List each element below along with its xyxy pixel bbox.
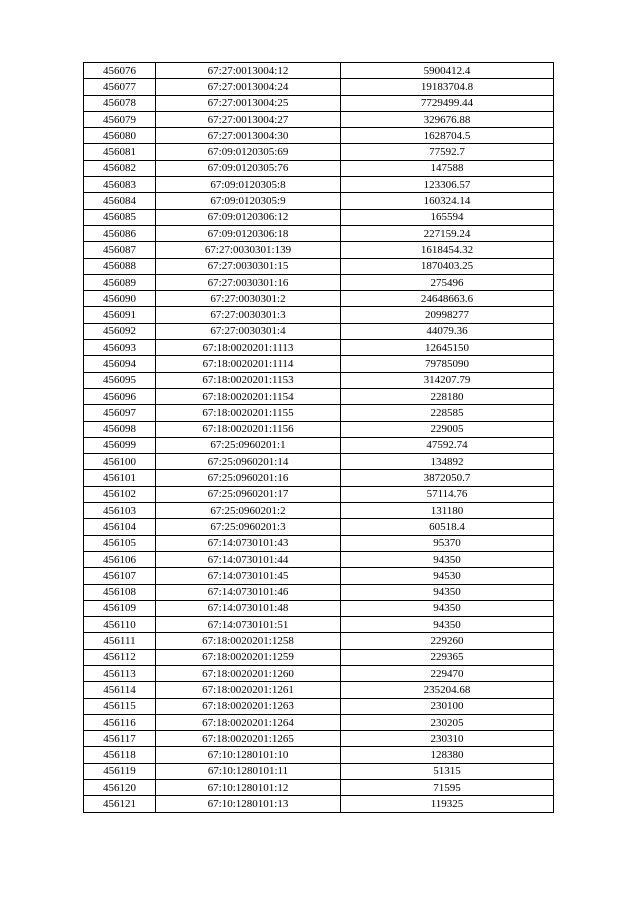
cadastral-number-cell: 67:27:0030301:139 (156, 242, 341, 258)
row-number-cell: 456093 (84, 340, 156, 356)
cadastral-value-cell: 235204.68 (341, 682, 554, 698)
table-row (84, 698, 554, 714)
cadastral-value-cell: 227159.24 (341, 225, 554, 241)
row-number-cell: 456085 (84, 209, 156, 225)
table-row (84, 63, 554, 79)
table-row (84, 600, 554, 616)
cadastral-value-cell: 230205 (341, 714, 554, 730)
cadastral-value-cell: 329676.88 (341, 111, 554, 127)
cadastral-value-cell: 134892 (341, 454, 554, 470)
cadastral-value-cell: 229005 (341, 421, 554, 437)
cadastral-number-cell: 67:18:0020201:1265 (156, 731, 341, 747)
row-number-cell: 456076 (84, 63, 156, 79)
row-number-cell: 456105 (84, 535, 156, 551)
cadastral-number-cell: 67:18:0020201:1259 (156, 649, 341, 665)
cadastral-number-cell: 67:18:0020201:1263 (156, 698, 341, 714)
table-row (84, 225, 554, 241)
row-number-cell: 456091 (84, 307, 156, 323)
cadastral-number-cell: 67:25:0960201:1 (156, 437, 341, 453)
table-row (84, 372, 554, 388)
table-row (84, 617, 554, 633)
row-number-cell: 456097 (84, 405, 156, 421)
row-number-cell: 456101 (84, 470, 156, 486)
cadastral-value-cell: 94350 (341, 551, 554, 567)
table-row (84, 486, 554, 502)
cadastral-value-cell: 229260 (341, 633, 554, 649)
table-row (84, 503, 554, 519)
row-number-cell: 456099 (84, 437, 156, 453)
row-number-cell: 456077 (84, 79, 156, 95)
row-number-cell: 456082 (84, 160, 156, 176)
cadastral-number-cell: 67:27:0013004:12 (156, 63, 341, 79)
cadastral-value-cell: 147588 (341, 160, 554, 176)
cadastral-number-cell: 67:14:0730101:48 (156, 600, 341, 616)
cadastral-number-cell: 67:27:0030301:4 (156, 323, 341, 339)
row-number-cell: 456120 (84, 780, 156, 796)
row-number-cell: 456098 (84, 421, 156, 437)
table-row (84, 405, 554, 421)
cadastral-number-cell: 67:25:0960201:2 (156, 503, 341, 519)
cadastral-value-cell: 1870403.25 (341, 258, 554, 274)
row-number-cell: 456090 (84, 291, 156, 307)
row-number-cell: 456092 (84, 323, 156, 339)
row-number-cell: 456121 (84, 796, 156, 812)
cadastral-number-cell: 67:18:0020201:1113 (156, 340, 341, 356)
table-row (84, 177, 554, 193)
cadastral-value-cell: 51315 (341, 763, 554, 779)
row-number-cell: 456083 (84, 177, 156, 193)
cadastral-value-cell: 57114.76 (341, 486, 554, 502)
cadastral-number-cell: 67:14:0730101:44 (156, 551, 341, 567)
table-row (84, 323, 554, 339)
cadastral-number-cell: 67:27:0013004:27 (156, 111, 341, 127)
row-number-cell: 456094 (84, 356, 156, 372)
cadastral-number-cell: 67:10:1280101:11 (156, 763, 341, 779)
cadastral-value-cell: 275496 (341, 274, 554, 290)
table-row (84, 421, 554, 437)
table-row (84, 568, 554, 584)
row-number-cell: 456117 (84, 731, 156, 747)
table-row (84, 470, 554, 486)
cadastral-number-cell: 67:18:0020201:1264 (156, 714, 341, 730)
cadastral-number-cell: 67:09:0120305:9 (156, 193, 341, 209)
cadastral-number-cell: 67:27:0030301:2 (156, 291, 341, 307)
row-number-cell: 456113 (84, 665, 156, 681)
cadastral-number-cell: 67:14:0730101:45 (156, 568, 341, 584)
cadastral-value-cell: 94350 (341, 617, 554, 633)
cadastral-value-cell: 1618454.32 (341, 242, 554, 258)
row-number-cell: 456079 (84, 111, 156, 127)
row-number-cell: 456110 (84, 617, 156, 633)
cadastral-value-cell: 228585 (341, 405, 554, 421)
cadastral-number-cell: 67:18:0020201:1153 (156, 372, 341, 388)
table-row (84, 535, 554, 551)
cadastral-value-cell: 77592.7 (341, 144, 554, 160)
table-row (84, 95, 554, 111)
row-number-cell: 456080 (84, 128, 156, 144)
row-number-cell: 456119 (84, 763, 156, 779)
cadastral-number-cell: 67:10:1280101:12 (156, 780, 341, 796)
cadastral-value-cell: 7729499.44 (341, 95, 554, 111)
table-row (84, 551, 554, 567)
row-number-cell: 456087 (84, 242, 156, 258)
cadastral-value-cell: 5900412.4 (341, 63, 554, 79)
table-row (84, 144, 554, 160)
table-row (84, 763, 554, 779)
cadastral-number-cell: 67:18:0020201:1154 (156, 388, 341, 404)
cadastral-value-cell: 165594 (341, 209, 554, 225)
row-number-cell: 456089 (84, 274, 156, 290)
table-row (84, 111, 554, 127)
row-number-cell: 456095 (84, 372, 156, 388)
cadastral-value-cell: 1628704.5 (341, 128, 554, 144)
row-number-cell: 456102 (84, 486, 156, 502)
cadastral-number-cell: 67:14:0730101:43 (156, 535, 341, 551)
cadastral-value-cell: 119325 (341, 796, 554, 812)
row-number-cell: 456106 (84, 551, 156, 567)
table-row (84, 274, 554, 290)
cadastral-number-cell: 67:18:0020201:1260 (156, 665, 341, 681)
table-row (84, 714, 554, 730)
row-number-cell: 456100 (84, 454, 156, 470)
cadastral-value-cell: 128380 (341, 747, 554, 763)
table-row (84, 242, 554, 258)
cadastral-value-cell: 95370 (341, 535, 554, 551)
table-row (84, 193, 554, 209)
cadastral-value-cell: 3872050.7 (341, 470, 554, 486)
cadastral-number-cell: 67:27:0030301:15 (156, 258, 341, 274)
cadastral-number-cell: 67:27:0013004:30 (156, 128, 341, 144)
cadastral-number-cell: 67:09:0120305:69 (156, 144, 341, 160)
cadastral-value-cell: 230310 (341, 731, 554, 747)
row-number-cell: 456109 (84, 600, 156, 616)
cadastral-value-cell: 94350 (341, 600, 554, 616)
table-row (84, 291, 554, 307)
cadastral-value-cell: 44079.36 (341, 323, 554, 339)
cadastral-number-cell: 67:09:0120306:18 (156, 225, 341, 241)
cadastral-number-cell: 67:09:0120306:12 (156, 209, 341, 225)
table-row (84, 258, 554, 274)
cadastral-value-cell: 229365 (341, 649, 554, 665)
table-row (84, 454, 554, 470)
table-row (84, 388, 554, 404)
cadastral-number-cell: 67:27:0030301:16 (156, 274, 341, 290)
cadastral-number-cell: 67:18:0020201:1114 (156, 356, 341, 372)
cadastral-number-cell: 67:18:0020201:1155 (156, 405, 341, 421)
cadastral-number-cell: 67:27:0013004:25 (156, 95, 341, 111)
row-number-cell: 456088 (84, 258, 156, 274)
row-number-cell: 456084 (84, 193, 156, 209)
row-number-cell: 456111 (84, 633, 156, 649)
row-number-cell: 456115 (84, 698, 156, 714)
cadastral-value-cell: 230100 (341, 698, 554, 714)
table-row (84, 519, 554, 535)
table-row (84, 633, 554, 649)
row-number-cell: 456114 (84, 682, 156, 698)
table-row (84, 307, 554, 323)
table-row (84, 437, 554, 453)
row-number-cell: 456108 (84, 584, 156, 600)
table-row (84, 79, 554, 95)
cadastral-value-cell: 79785090 (341, 356, 554, 372)
cadastral-number-cell: 67:14:0730101:46 (156, 584, 341, 600)
cadastral-value-table (83, 62, 554, 813)
cadastral-number-cell: 67:25:0960201:16 (156, 470, 341, 486)
cadastral-number-cell: 67:10:1280101:13 (156, 796, 341, 812)
cadastral-value-cell: 314207.79 (341, 372, 554, 388)
cadastral-number-cell: 67:18:0020201:1261 (156, 682, 341, 698)
table-row (84, 340, 554, 356)
cadastral-value-cell: 229470 (341, 665, 554, 681)
table-row (84, 209, 554, 225)
cadastral-number-cell: 67:09:0120305:8 (156, 177, 341, 193)
row-number-cell: 456081 (84, 144, 156, 160)
row-number-cell: 456078 (84, 95, 156, 111)
cadastral-number-cell: 67:10:1280101:10 (156, 747, 341, 763)
table-row (84, 682, 554, 698)
cadastral-number-cell: 67:27:0030301:3 (156, 307, 341, 323)
row-number-cell: 456107 (84, 568, 156, 584)
row-number-cell: 456104 (84, 519, 156, 535)
row-number-cell: 456096 (84, 388, 156, 404)
table-row (84, 731, 554, 747)
cadastral-value-cell: 19183704.8 (341, 79, 554, 95)
table-row (84, 747, 554, 763)
cadastral-value-cell: 20998277 (341, 307, 554, 323)
row-number-cell: 456118 (84, 747, 156, 763)
cadastral-value-cell: 228180 (341, 388, 554, 404)
cadastral-value-cell: 160324.14 (341, 193, 554, 209)
cadastral-value-cell: 12645150 (341, 340, 554, 356)
row-number-cell: 456086 (84, 225, 156, 241)
table-row (84, 356, 554, 372)
table-row (84, 160, 554, 176)
table-row (84, 780, 554, 796)
row-number-cell: 456116 (84, 714, 156, 730)
cadastral-value-cell: 131180 (341, 503, 554, 519)
cadastral-number-cell: 67:14:0730101:51 (156, 617, 341, 633)
row-number-cell: 456103 (84, 503, 156, 519)
row-number-cell: 456112 (84, 649, 156, 665)
cadastral-value-cell: 94530 (341, 568, 554, 584)
cadastral-number-cell: 67:09:0120305:76 (156, 160, 341, 176)
cadastral-number-cell: 67:18:0020201:1258 (156, 633, 341, 649)
table-row (84, 649, 554, 665)
cadastral-value-cell: 71595 (341, 780, 554, 796)
cadastral-value-cell: 60518.4 (341, 519, 554, 535)
cadastral-number-cell: 67:25:0960201:3 (156, 519, 341, 535)
table-row (84, 584, 554, 600)
cadastral-value-cell: 123306.57 (341, 177, 554, 193)
cadastral-number-cell: 67:25:0960201:14 (156, 454, 341, 470)
cadastral-value-cell: 94350 (341, 584, 554, 600)
cadastral-number-cell: 67:27:0013004:24 (156, 79, 341, 95)
cadastral-number-cell: 67:25:0960201:17 (156, 486, 341, 502)
cadastral-value-cell: 47592.74 (341, 437, 554, 453)
table-body (84, 63, 554, 813)
cadastral-number-cell: 67:18:0020201:1156 (156, 421, 341, 437)
table-row (84, 796, 554, 812)
table-row (84, 128, 554, 144)
cadastral-value-cell: 24648663.6 (341, 291, 554, 307)
table-row (84, 665, 554, 681)
